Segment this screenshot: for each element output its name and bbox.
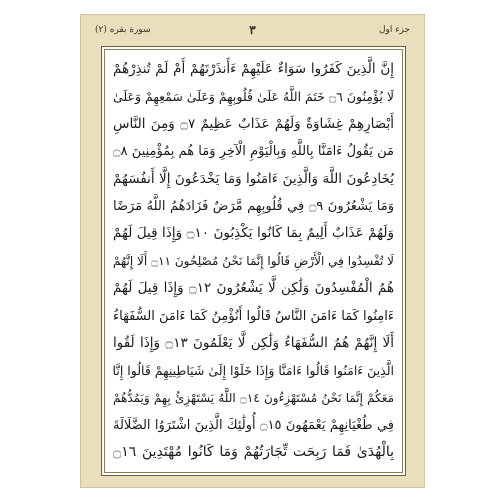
- text-line-3: أَبْصَارِهِمْ غِشَاوَةٌ وَلَهُمْ عَذَابٌ عَظِيمٌ ۝٧ وَمِنَ النَّاسِ: [113, 115, 394, 132]
- page-number: ٣: [249, 23, 256, 37]
- text-line-14: فِي طُغْيَانِهِمْ يَعْمَهُونَ ۝١٥ أُولَٰئِكَ الَّذِينَ اشْتَرَوُا الضَّلَالَةَ: [113, 418, 394, 434]
- text-line-2: لَا يُؤْمِنُونَ ۝٦ خَتَمَ اللَّهُ عَلَىٰ قُلُوبِهِمْ وَعَلَىٰ سَمْعِهِمْ وَعَلَىٰ: [113, 89, 394, 105]
- text-line-5: يُخَادِعُونَ اللَّهَ وَالَّذِينَ ءَامَنُوا وَمَا يَخْدَعُونَ إِلَّا أَنفُسَهُمْ: [113, 170, 394, 187]
- surah-label: سورة بقره (٢): [95, 25, 151, 35]
- page-header: [81, 15, 424, 43]
- book-page: [80, 14, 425, 488]
- text-frame: [101, 46, 406, 476]
- text-line-15: بِالْهُدَىٰ فَمَا رَبِحَت تِّجَارَتُهُمْ وَمَا كَانُوا مُهْتَدِينَ ۝١٦: [113, 444, 394, 461]
- text-line-12: الَّذِينَ ءَامَنُوا قَالُوا ءَامَنَّا وَإِذَا خَلَوْا إِلَىٰ شَيَاطِينِهِمْ قَالُوا إِنَّا: [113, 363, 394, 379]
- juz-label: جزء اول: [378, 25, 410, 35]
- text-line-11: أَلَا إِنَّهُمْ هُمُ السُّفَهَاءُ وَلَٰكِن لَّا يَعْلَمُونَ ۝١٣ وَإِذَا لَقُوا: [113, 334, 394, 351]
- text-frame-inner: [104, 49, 403, 473]
- verse-text-block: [113, 56, 394, 468]
- text-line-9: هُمُ الْمُفْسِدُونَ وَلَٰكِن لَّا يَشْعُرُونَ ۝١٢ وَإِذَا قِيلَ لَهُمْ: [113, 280, 394, 297]
- text-line-10: ءَامِنُوا كَمَا ءَامَنَ النَّاسُ قَالُوا أَنُؤْمِنُ كَمَا ءَامَنَ السُّفَهَاءُ: [113, 308, 394, 324]
- text-line-1: إِنَّ الَّذِينَ كَفَرُوا سَوَاءٌ عَلَيْهِمْ ءَأَنذَرْتَهُمْ أَمْ لَمْ تُنذِرْهُمْ: [113, 61, 394, 77]
- text-line-13: مَعَكُمْ إِنَّمَا نَحْنُ مُسْتَهْزِءُونَ ۝١٤ اللَّهُ يَسْتَهْزِئُ بِهِمْ وَيَمُدُّهُمْ: [113, 390, 394, 405]
- text-line-4: مَن يَقُولُ ءَامَنَّا بِاللَّهِ وَبِالْيَوْمِ الْآخِرِ وَمَا هُم بِمُؤْمِنِينَ ۝٨: [113, 144, 394, 160]
- text-line-6: وَمَا يَشْعُرُونَ ۝٩ فِي قُلُوبِهِم مَّرَضٌ فَزَادَهُمُ اللَّهُ مَرَضًا: [113, 198, 394, 214]
- text-line-7: وَلَهُمْ عَذَابٌ أَلِيمٌ بِمَا كَانُوا يَكْذِبُونَ ۝١٠ وَإِذَا قِيلَ لَهُمْ: [113, 225, 394, 242]
- text-line-8: لَا تُفْسِدُوا فِي الْأَرْضِ قَالُوا إِنَّمَا نَحْنُ مُصْلِحُونَ ۝١١ أَلَا إِنَّهُمْ: [113, 253, 394, 268]
